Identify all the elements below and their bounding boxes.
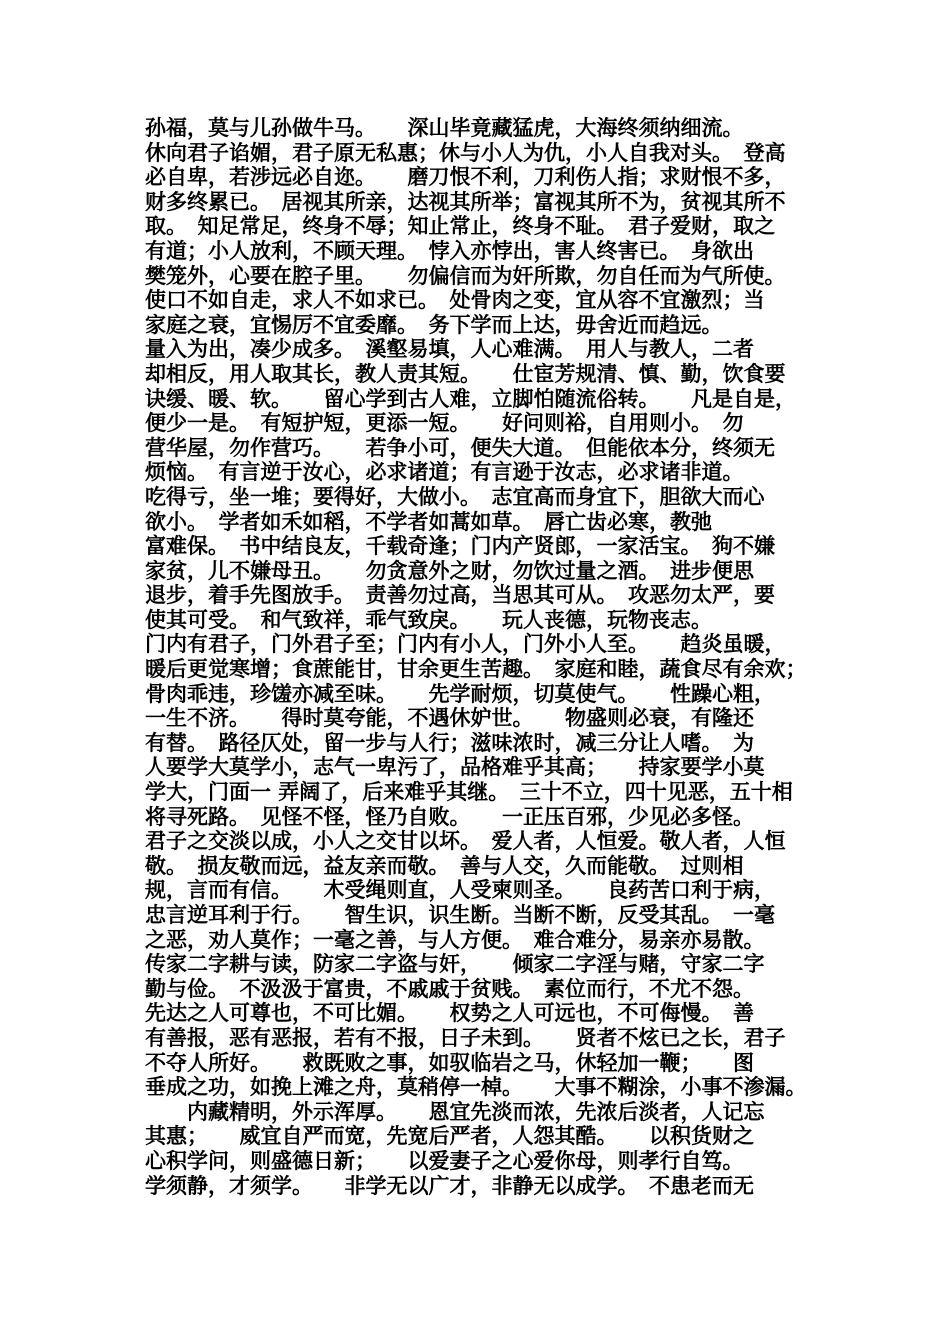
text-line: 内藏精明，外示浑厚。 恩宜先淡而浓，先浓后淡者，人记忘 <box>145 1098 765 1124</box>
text-line: 门内有君子，门外君子至；门内有小人，门外小人至。 趋炎虽暖， <box>145 631 786 657</box>
text-line: 营华屋，勿作营巧。 若争小可，便失大道。 但能依本分，终须无 <box>145 434 775 460</box>
text-line: 休向君子谄媚，君子原无私惠；休与小人为仇，小人自我对头。 登高 <box>145 139 786 165</box>
text-line: 人要学大莫学小，志气一卑污了，品格难乎其高； 持家要学小莫 <box>145 754 765 780</box>
text-line: 勤与俭。 不汲汲于富贵，不戚戚于贫贱。 素位而行，不尤不怨。 <box>145 975 754 1001</box>
text-line: 规，言而有信。 木受绳则直，人受柬则圣。 良药苦口利于病， <box>145 877 775 903</box>
text-line: 君子之交淡以成，小人之交甘以坏。 爱人者，人恒爱。敬人者，人恒 <box>145 828 786 854</box>
text-line: 却相反，用人取其长，教人责其短。 仕宦芳规清、慎、勤，饮食要 <box>145 360 786 386</box>
text-line: 学大，门面一 弄阔了，后来难乎其继。 三十不立，四十见恶，五十相 <box>145 779 793 805</box>
text-line: 有善报，恶有恶报，若有不报，日子未到。 贤者不炫已之长，君子 <box>145 1024 786 1050</box>
text-line: 退步，着手先图放手。 责善勿过高，当思其可从。 攻恶勿太严，要 <box>145 582 775 608</box>
text-body <box>145 116 835 1198</box>
text-line: 传家二字耕与读，防家二字盗与奸， 倾家二字淫与赌，守家二字 <box>145 951 765 977</box>
text-line: 欲小。 学者如禾如稻，不学者如蒿如草。 唇亡齿必寒，教弛 <box>145 508 712 534</box>
text-line: 一生不济。 得时莫夸能，不遇休妒世。 物盛则必衰，有隆还 <box>145 705 754 731</box>
text-line: 学须静，才须学。 非学无以广才，非静无以成学。 不患老而无 <box>145 1172 754 1198</box>
text-line: 其惠； 威宜自严而宽，先宽后严者，人怨其酷。 以积货财之 <box>145 1123 754 1149</box>
text-line: 取。 知足常足，终身不辱；知止常止，终身不耻。 君子爱财，取之 <box>145 213 775 239</box>
text-line: 之恶，劝人莫作；一毫之善，与人方便。 难合难分，易亲亦易散。 <box>145 926 765 952</box>
text-line: 暖后更觉寒增；食蔗能甘，甘余更生苦趣。 家庭和睦，蔬食尽有余欢； <box>145 656 807 682</box>
text-line: 使其可受。 和气致祥，乖气致戾。 玩人丧德，玩物丧志。 <box>145 606 712 632</box>
text-line: 富难保。 书中结良友，千载奇逢；门内产贤郎，一家活宝。 狗不嫌 <box>145 533 775 559</box>
text-line: 敬。 损友敬而远，益友亲而敬。 善与人交，久而能敬。 过则相 <box>145 852 744 878</box>
text-line: 家贫，儿不嫌母丑。 勿贪意外之财，勿饮过量之酒。 进步便思 <box>145 557 754 583</box>
text-line: 吃得亏，坐一堆；要得好，大做小。 志宜高而身宜下，胆欲大而心 <box>145 483 765 509</box>
text-line: 将寻死路。 见怪不怪，怪乃自败。 一正压百邪，少见必多怪。 <box>145 803 754 829</box>
text-line: 烦恼。 有言逆于汝心，必求诸道；有言逊于汝志，必求诸非道。 <box>145 459 744 485</box>
text-line: 樊笼外，心要在腔子里。 勿偏信而为奸所欺，勿自任而为气所使。 <box>145 262 786 288</box>
text-line: 不夺人所好。 救既败之事，如驭临岩之马，休轻加一鞭； 图 <box>145 1049 754 1075</box>
text-line: 财多终累已。 居视其所亲，达视其所举；富视其所不为，贫视其所不 <box>145 188 786 214</box>
text-line: 必自卑，若涉远必自迩。 磨刀恨不利，刀利伤人指；求财恨不多， <box>145 164 786 190</box>
text-line: 有替。 路径仄处，留一步与人行；滋味浓时，减三分让人嗜。 为 <box>145 729 754 755</box>
text-line: 诀缓、暖、软。 留心学到古人难，立脚怕随流俗转。 凡是自是， <box>145 385 796 411</box>
text-line: 量入为出，凑少成多。 溪壑易填，人心难满。 用人与教人，二者 <box>145 336 754 362</box>
text-line: 孙福，莫与儿孙做牛马。 深山毕竟藏猛虎，大海终须纳细流。 <box>145 115 744 140</box>
text-line: 有道；小人放利，不顾天理。 悖入亦悖出，害人终害已。 身欲出 <box>145 237 754 263</box>
text-line: 使口不如自走，求人不如求已。 处骨肉之变，宜从容不宜激烈；当 <box>145 287 765 313</box>
text-line: 骨肉乖违，珍馐亦减至味。 先学耐烦，切莫使气。 性躁心粗， <box>145 680 775 706</box>
text-line: 忠言逆耳利于行。 智生识，识生断。当断不断，反受其乱。 一毫 <box>145 902 775 927</box>
text-line: 垂成之功，如挽上滩之舟，莫稍停一棹。 大事不糊涂，小事不渗漏。 <box>145 1074 807 1100</box>
text-line: 先达之人可尊也，不可比媚。 权势之人可远也，不可侮慢。 善 <box>145 1000 754 1026</box>
text-line: 心积学问，则盛德日新； 以爱妻子之心爱你母，则孝行自笃。 <box>145 1147 744 1173</box>
text-line: 家庭之衰，宜惕厉不宜委靡。 务下学而上达，毋舍近而趋远。 <box>145 311 723 337</box>
text-line: 便少一是。 有短护短，更添一短。 好问则裕，自用则小。 勿 <box>145 410 744 436</box>
